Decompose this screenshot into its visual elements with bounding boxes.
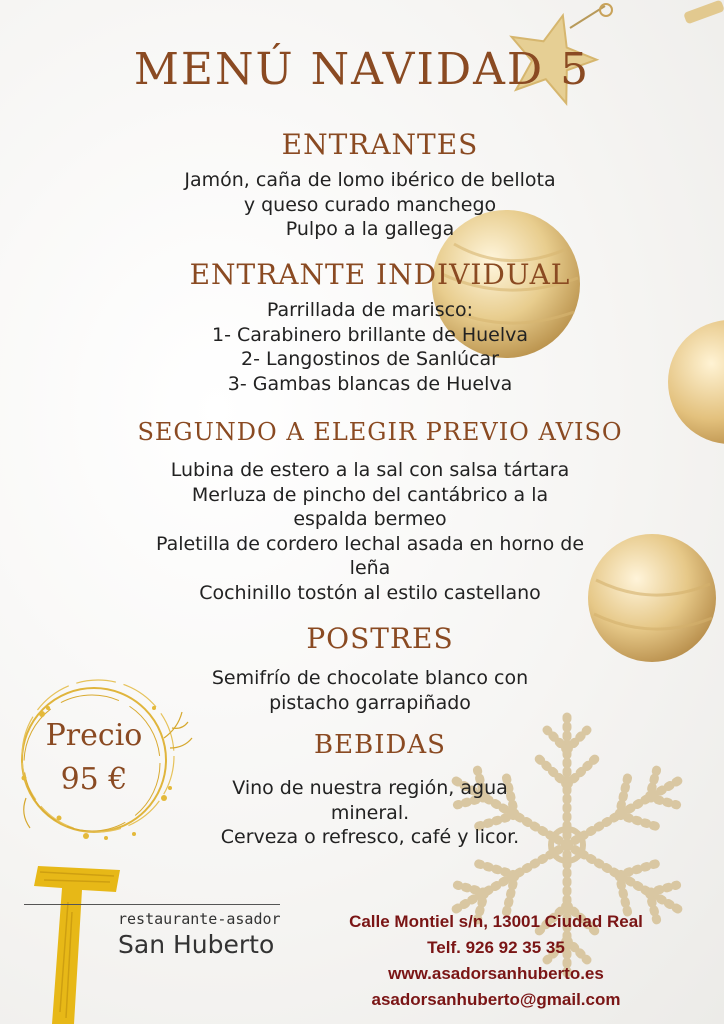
- section-lines-entrante-individual: [0, 298, 724, 396]
- section-heading-entrante-individual: ENTRANTE INDIVIDUAL: [189, 258, 571, 291]
- menu-line: Lubina de estero a la sal con salsa tártara: [170, 459, 570, 481]
- contact-address: Calle Montiel s/n, 13001 Ciudad Real: [349, 912, 643, 931]
- menu-line: Cerveza o refresco, café y licor.: [220, 826, 520, 848]
- menu-line: Cochinillo tostón al estilo castellano: [199, 581, 541, 604]
- menu-line: Paletilla de cordero lechal asada en horno de: [155, 532, 585, 555]
- menu-line: Jamón, caña de lomo ibérico de bellota: [184, 169, 556, 191]
- menu-line: espalda bermeo: [293, 508, 447, 530]
- logo-brush-icon: [24, 862, 124, 1024]
- logo-divider: [24, 904, 280, 905]
- menu-line: pistacho garrapiñado: [269, 691, 471, 714]
- price-badge: [14, 668, 204, 858]
- contact-phone: Telf. 926 92 35 35: [427, 938, 565, 957]
- contact-email[interactable]: asadorsanhuberto@gmail.com: [371, 990, 621, 1009]
- brand-name: San Huberto: [118, 930, 275, 959]
- brand-subtitle: restaurante-asador: [118, 910, 281, 928]
- menu-line: y queso curado manchego: [243, 193, 497, 216]
- price-value: 95 €: [60, 762, 128, 797]
- section-heading-entrantes: ENTRANTES: [281, 128, 479, 161]
- section-heading-postres: POSTRES: [306, 622, 454, 655]
- menu-line: Semifrío de chocolate blanco con: [211, 667, 529, 689]
- menu-line: Parrillada de marisco:: [266, 299, 474, 321]
- restaurant-logo: [24, 862, 304, 1024]
- menu-line: mineral.: [330, 801, 410, 824]
- menu-line: Merluza de pincho del cantábrico a la: [191, 483, 549, 506]
- menu-line: 1- Carabinero brillante de Huelva: [211, 323, 529, 346]
- menu-line: 2- Langostinos de Sanlúcar: [241, 348, 499, 370]
- section-lines-segundo: [0, 458, 724, 605]
- gold-stick-icon: [680, 0, 724, 30]
- menu-title: MENÚ NAVIDAD 5: [133, 44, 591, 95]
- section-lines-entrantes: [0, 168, 724, 242]
- contact-website[interactable]: www.asadorsanhuberto.es: [388, 964, 604, 983]
- menu-line: Vino de nuestra región, agua: [232, 777, 508, 799]
- menu-line: 3- Gambas blancas de Huelva: [227, 372, 513, 395]
- section-heading-segundo: SEGUNDO A ELEGIR PREVIO AVISO: [137, 418, 623, 446]
- menu-line: Pulpo a la gallega: [285, 218, 455, 240]
- price-label: Precio: [45, 718, 143, 753]
- section-heading-bebidas: BEBIDAS: [314, 730, 446, 760]
- menu-line: leña: [349, 557, 391, 579]
